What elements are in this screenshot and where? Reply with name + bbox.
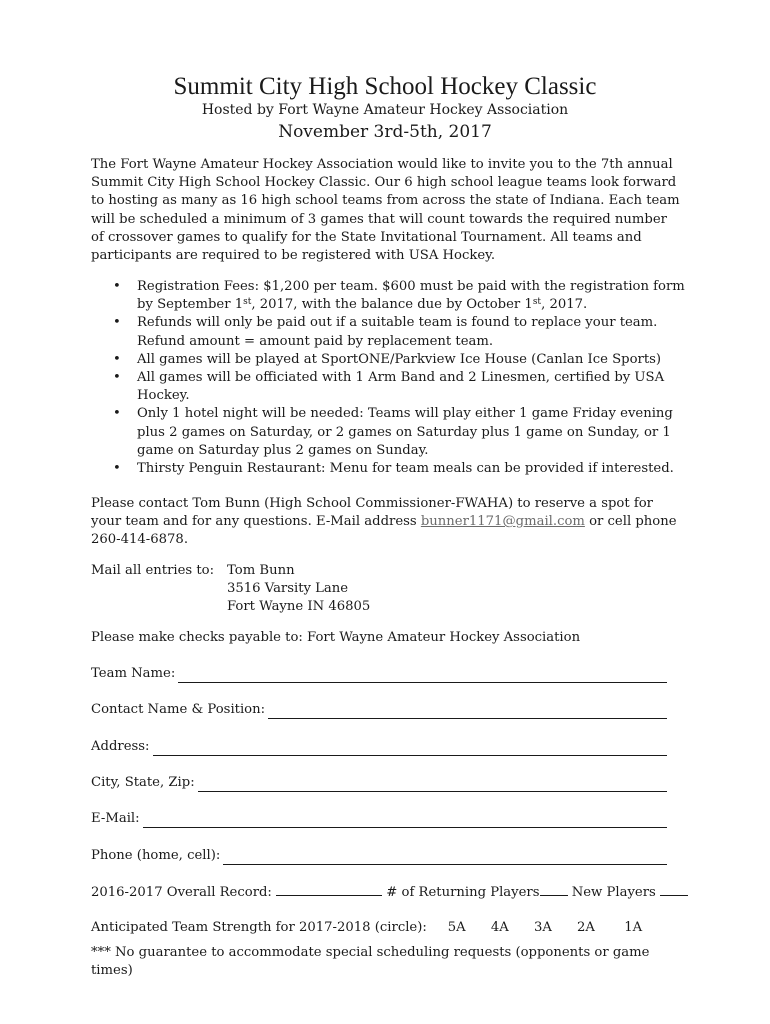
bullet-icon: • (113, 315, 121, 331)
address-line[interactable] (153, 741, 668, 756)
strength-label: Anticipated Team Strength for 2017-2018 (circle): (91, 920, 427, 935)
phone-field[interactable] (91, 847, 667, 865)
record-row (91, 883, 691, 902)
intro-paragraph: The Fort Wayne Amateur Hockey Association would like to invite you to the 7th annual Summit City High School Hockey Classic. Our 6 high school league teams look forward to hosting as many as 16 high school teams from across the state of Indiana. Each team will be scheduled a minimum of 3 games that will count towards the required number of crossover games to qualify for the State Invitational Tournament. All teams and participants are required to be registered with USA Hockey. (91, 157, 680, 264)
strength-option-4a[interactable]: 4A (490, 920, 509, 935)
returning-label: # of Returning Players (386, 885, 540, 900)
team-name-line[interactable] (178, 668, 667, 683)
email-label: E-Mail: (91, 811, 140, 826)
email-link[interactable]: bunner1171@gmail.com (420, 514, 585, 530)
hotel-text: Only 1 hotel night will be needed: Teams will play either 1 game Friday evening plus 2 games on Saturday, or 2 games on Saturday plus 1 game on Sunday, or 1 game on Saturday plus 2 games on Sunday. (137, 406, 673, 458)
bullet-icon: • (113, 461, 121, 477)
list-item-hotel (91, 405, 685, 460)
officials-text: All games will be officiated with 1 Arm Band and 2 Linesmen, certified by USA Hockey. (137, 370, 665, 404)
contact-paragraph (91, 495, 681, 550)
contact-name-line[interactable] (268, 704, 667, 719)
fees-text-b: , 2017, with the balance due by October 1 (251, 297, 533, 313)
list-item-restaurant (91, 460, 685, 478)
city-state-zip-field[interactable] (91, 774, 667, 792)
fees-text-a: Registration Fees: $1,200 per team. $600 must be paid with the registration form by September 1 (137, 279, 685, 313)
details-list (91, 278, 685, 478)
contact-text: Please contact Tom Bunn (High School Commissioner-FWAHA) to reserve a spot for your team and for any questions. E-Mail address (91, 496, 653, 530)
address-field[interactable] (91, 738, 667, 756)
team-name-label: Team Name: (91, 666, 176, 681)
city-state-zip-label: City, State, Zip: (91, 775, 195, 790)
bullet-icon: • (113, 370, 121, 386)
mail-street: 3516 Varsity Lane (227, 581, 349, 597)
list-item-refunds (91, 314, 685, 350)
disclaimer-text: *** No guarantee to accommodate special scheduling requests (opponents or game times) (91, 945, 650, 978)
strength-option-3a[interactable]: 3A (533, 920, 552, 935)
checks-payable-text: Please make checks payable to: Fort Wayne Amateur Hockey Association (91, 630, 581, 645)
strength-option-1a[interactable]: 1A (624, 920, 643, 935)
restaurant-text: Thirsty Penguin Restaurant: Menu for team meals can be provided if interested. (137, 461, 674, 477)
phone-line[interactable] (223, 850, 667, 865)
contact-phone-text: or cell phone 260-414-6878. (91, 514, 677, 548)
contact-name-field[interactable] (91, 701, 667, 719)
bullet-icon: • (113, 351, 121, 367)
fees-ordinal-1: st (243, 297, 252, 308)
record-line[interactable] (276, 883, 382, 896)
phone-label: Phone (home, cell): (91, 848, 221, 863)
fees-ordinal-2: st (532, 297, 542, 308)
mail-city: Fort Wayne IN 46805 (227, 599, 371, 615)
list-item-officials (91, 369, 685, 405)
new-players-line[interactable] (660, 883, 688, 896)
record-label: 2016-2017 Overall Record: (91, 885, 272, 900)
mail-label: Mail all entries to: (91, 563, 215, 578)
team-name-field[interactable] (91, 665, 667, 683)
returning-line[interactable] (540, 883, 568, 896)
city-state-zip-line[interactable] (198, 777, 667, 792)
address-label: Address: (91, 739, 150, 754)
list-item-venue (91, 351, 685, 369)
strength-option-5a[interactable]: 5A (447, 920, 466, 935)
email-line[interactable] (143, 813, 667, 828)
bullet-icon: • (113, 279, 121, 294)
page-title: Summit City High School Hockey Classic (173, 73, 597, 100)
host-subtitle: Hosted by Fort Wayne Amateur Hockey Association (201, 102, 569, 118)
bullet-icon: • (113, 406, 121, 422)
venue-text: All games will be played at SportONE/Parkview Ice House (Canlan Ice Sports) (137, 351, 662, 367)
mail-address (227, 562, 487, 617)
mail-recipient: Tom Bunn (227, 563, 295, 578)
strength-row (91, 919, 691, 937)
refunds-text: Refunds will only be paid out if a suitable team is found to replace your team. Refund amount = amount paid by replacement team. (137, 315, 658, 349)
contact-name-label: Contact Name & Position: (91, 702, 266, 717)
fees-text-c: , 2017. (541, 297, 588, 313)
new-players-label: New Players (571, 885, 656, 900)
event-date: November 3rd-5th, 2017 (278, 122, 492, 142)
list-item-fees (91, 278, 685, 314)
strength-option-2a[interactable]: 2A (577, 920, 595, 935)
email-field[interactable] (91, 810, 667, 828)
